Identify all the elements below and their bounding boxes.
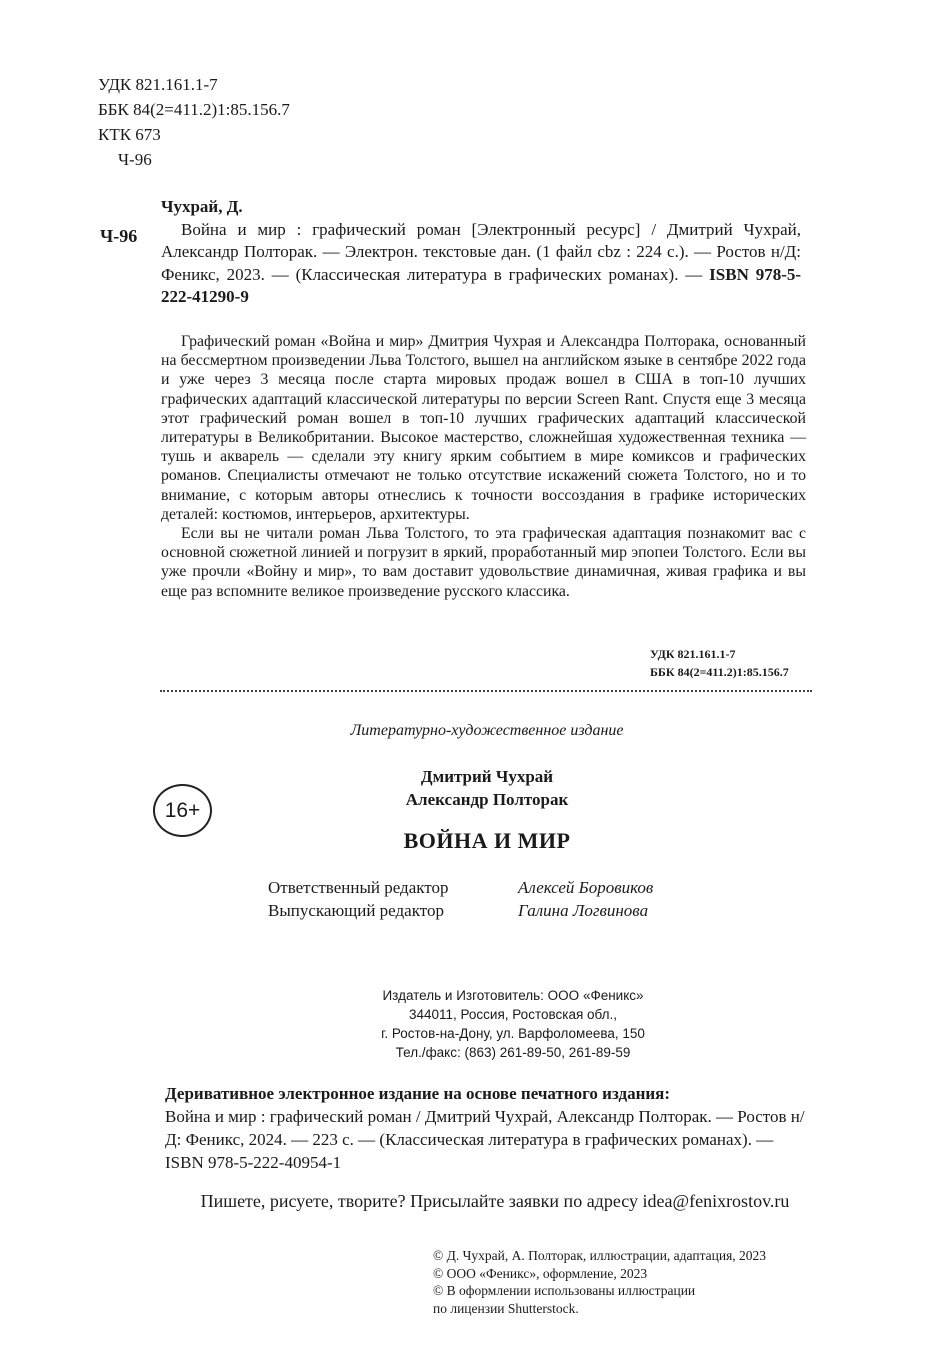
genre-label [0,722,934,740]
contact-text: Пишете, рисуете, творите? Присылайте заявки по адресу idea@fenixrostov.ru [200,1191,790,1211]
publisher-line: Тел./факс: (863) 261-89-50, 261-89-59 [395,1045,631,1060]
contact-line [0,1191,934,1212]
editors-list [268,876,653,922]
copyright-block [433,1247,766,1317]
derivative-text: Война и мир : графический роман / Дмитрий Чухрай, Александр Полторак. — Ростов н/Д: Феникс, 2024. — 223 с. — (Классическая литература в графических романах). — ISBN 978-5-222-40954-1 [165,1107,805,1172]
classification-codes [98,72,290,172]
author-2: Александр Полторак [405,790,569,809]
annotation-codes [650,645,789,681]
ktk-code: КТК 673 [98,125,161,144]
copyright-line: © В оформлении использованы иллюстрации [433,1283,696,1298]
dotted-divider [160,686,812,692]
publisher-line: 344011, Россия, Ростовская обл., [408,1007,618,1022]
editor-role: Выпускающий редактор [268,901,444,920]
isbn-value: 978-5-222-41290-9 [161,264,802,306]
annotation-udk: УДК 821.161.1-7 [650,647,736,661]
publisher-line: г. Ростов-на-Дону, ул. Варфоломеева, 150 [381,1026,645,1041]
catalog-description-text: Война и мир : графический роман [Электронный ресурс] / Дмитрий Чухрай, Александр Полторак. — Электрон. текстовые дан. (1 файл cbz : 224 с.). — Ростов н/Д: Феникс, 2023. — (Классическая литература в графических романах). — [161,219,801,284]
age-rating-badge: 16+ [153,784,212,837]
annotation-bbk: ББК 84(2=411.2)1:85.156.7 [650,665,789,679]
editor-row [268,899,653,922]
catalog-author-mark: Ч-96 [100,226,138,246]
annotation-paragraph-1: Графический роман «Война и мир» Дмитрия Чухрая и Александра Полторака, основанный на бессмертном произведении Льва Толстого, вышел на английском языке в сентябре 2022 года и уже через 3 месяца после старта мировых продаж вошел в США в топ-10 лучших графических адаптаций классической литературы по версии Screen Rant. Спустя еще 3 месяца этот графический роман вошел в топ-10 лучших графических адаптаций классической литературы в Великобритании. Высокое мастерство, сложнейшая художественная техника — тушь и акварель — сделали эту книгу ярким событием в мире комиксов и графических романов. Специалисты отмечают не только отсутствие искажений сюжета Толстого, но и то внимание, с которым авторы отнеслись к точности воссоздания в графике исторических деталей: костюмов, интерьеров, архитектуры. [161,333,806,523]
copyright-line: по лицензии Shutterstock. [433,1300,579,1316]
bbk-code: ББК 84(2=411.2)1:85.156.7 [98,100,290,119]
catalog-card [161,196,801,309]
author-1: Дмитрий Чухрай [420,767,554,786]
book-title [0,828,934,854]
copyright-line: © Д. Чухрай, А. Полторак, иллюстрации, адаптация, 2023 [433,1248,767,1263]
authors-block [0,765,934,811]
derivative-heading: Деривативное электронное издание на основе печатного издания: [165,1084,671,1103]
editor-role: Ответственный редактор [268,878,449,897]
publisher-info [0,986,934,1062]
catalog-author: Чухрай, Д. [161,197,243,216]
derivative-edition [165,1082,805,1174]
editor-name: Галина Логвинова [518,901,649,920]
editor-name: Алексей Боровиков [518,878,654,897]
copyright-line: © ООО «Феникс», оформление, 2023 [433,1265,648,1281]
isbn-label: ISBN [709,264,749,284]
udk-code: УДК 821.161.1-7 [98,75,218,94]
annotation [161,332,806,601]
catalog-description [161,219,801,309]
genre-text: Литературно-художественное издание [350,722,624,739]
editor-row [268,876,653,899]
book-title-text: ВОЙНА И МИР [403,828,571,853]
author-mark: Ч-96 [118,150,152,169]
annotation-paragraph-2: Если вы не читали роман Льва Толстого, то эта графическая адаптация познакомит вас с основной сюжетной линией и погрузит в яркий, проработанный мир эпопеи Толстого. Если вы уже прочли «Войну и мир», то вам доставит удовольствие динамичная, живая графика и вы еще раз вспомните великое произведение русского классика. [161,525,806,600]
publisher-line: Издатель и Изготовитель: ООО «Феникс» [382,988,644,1003]
